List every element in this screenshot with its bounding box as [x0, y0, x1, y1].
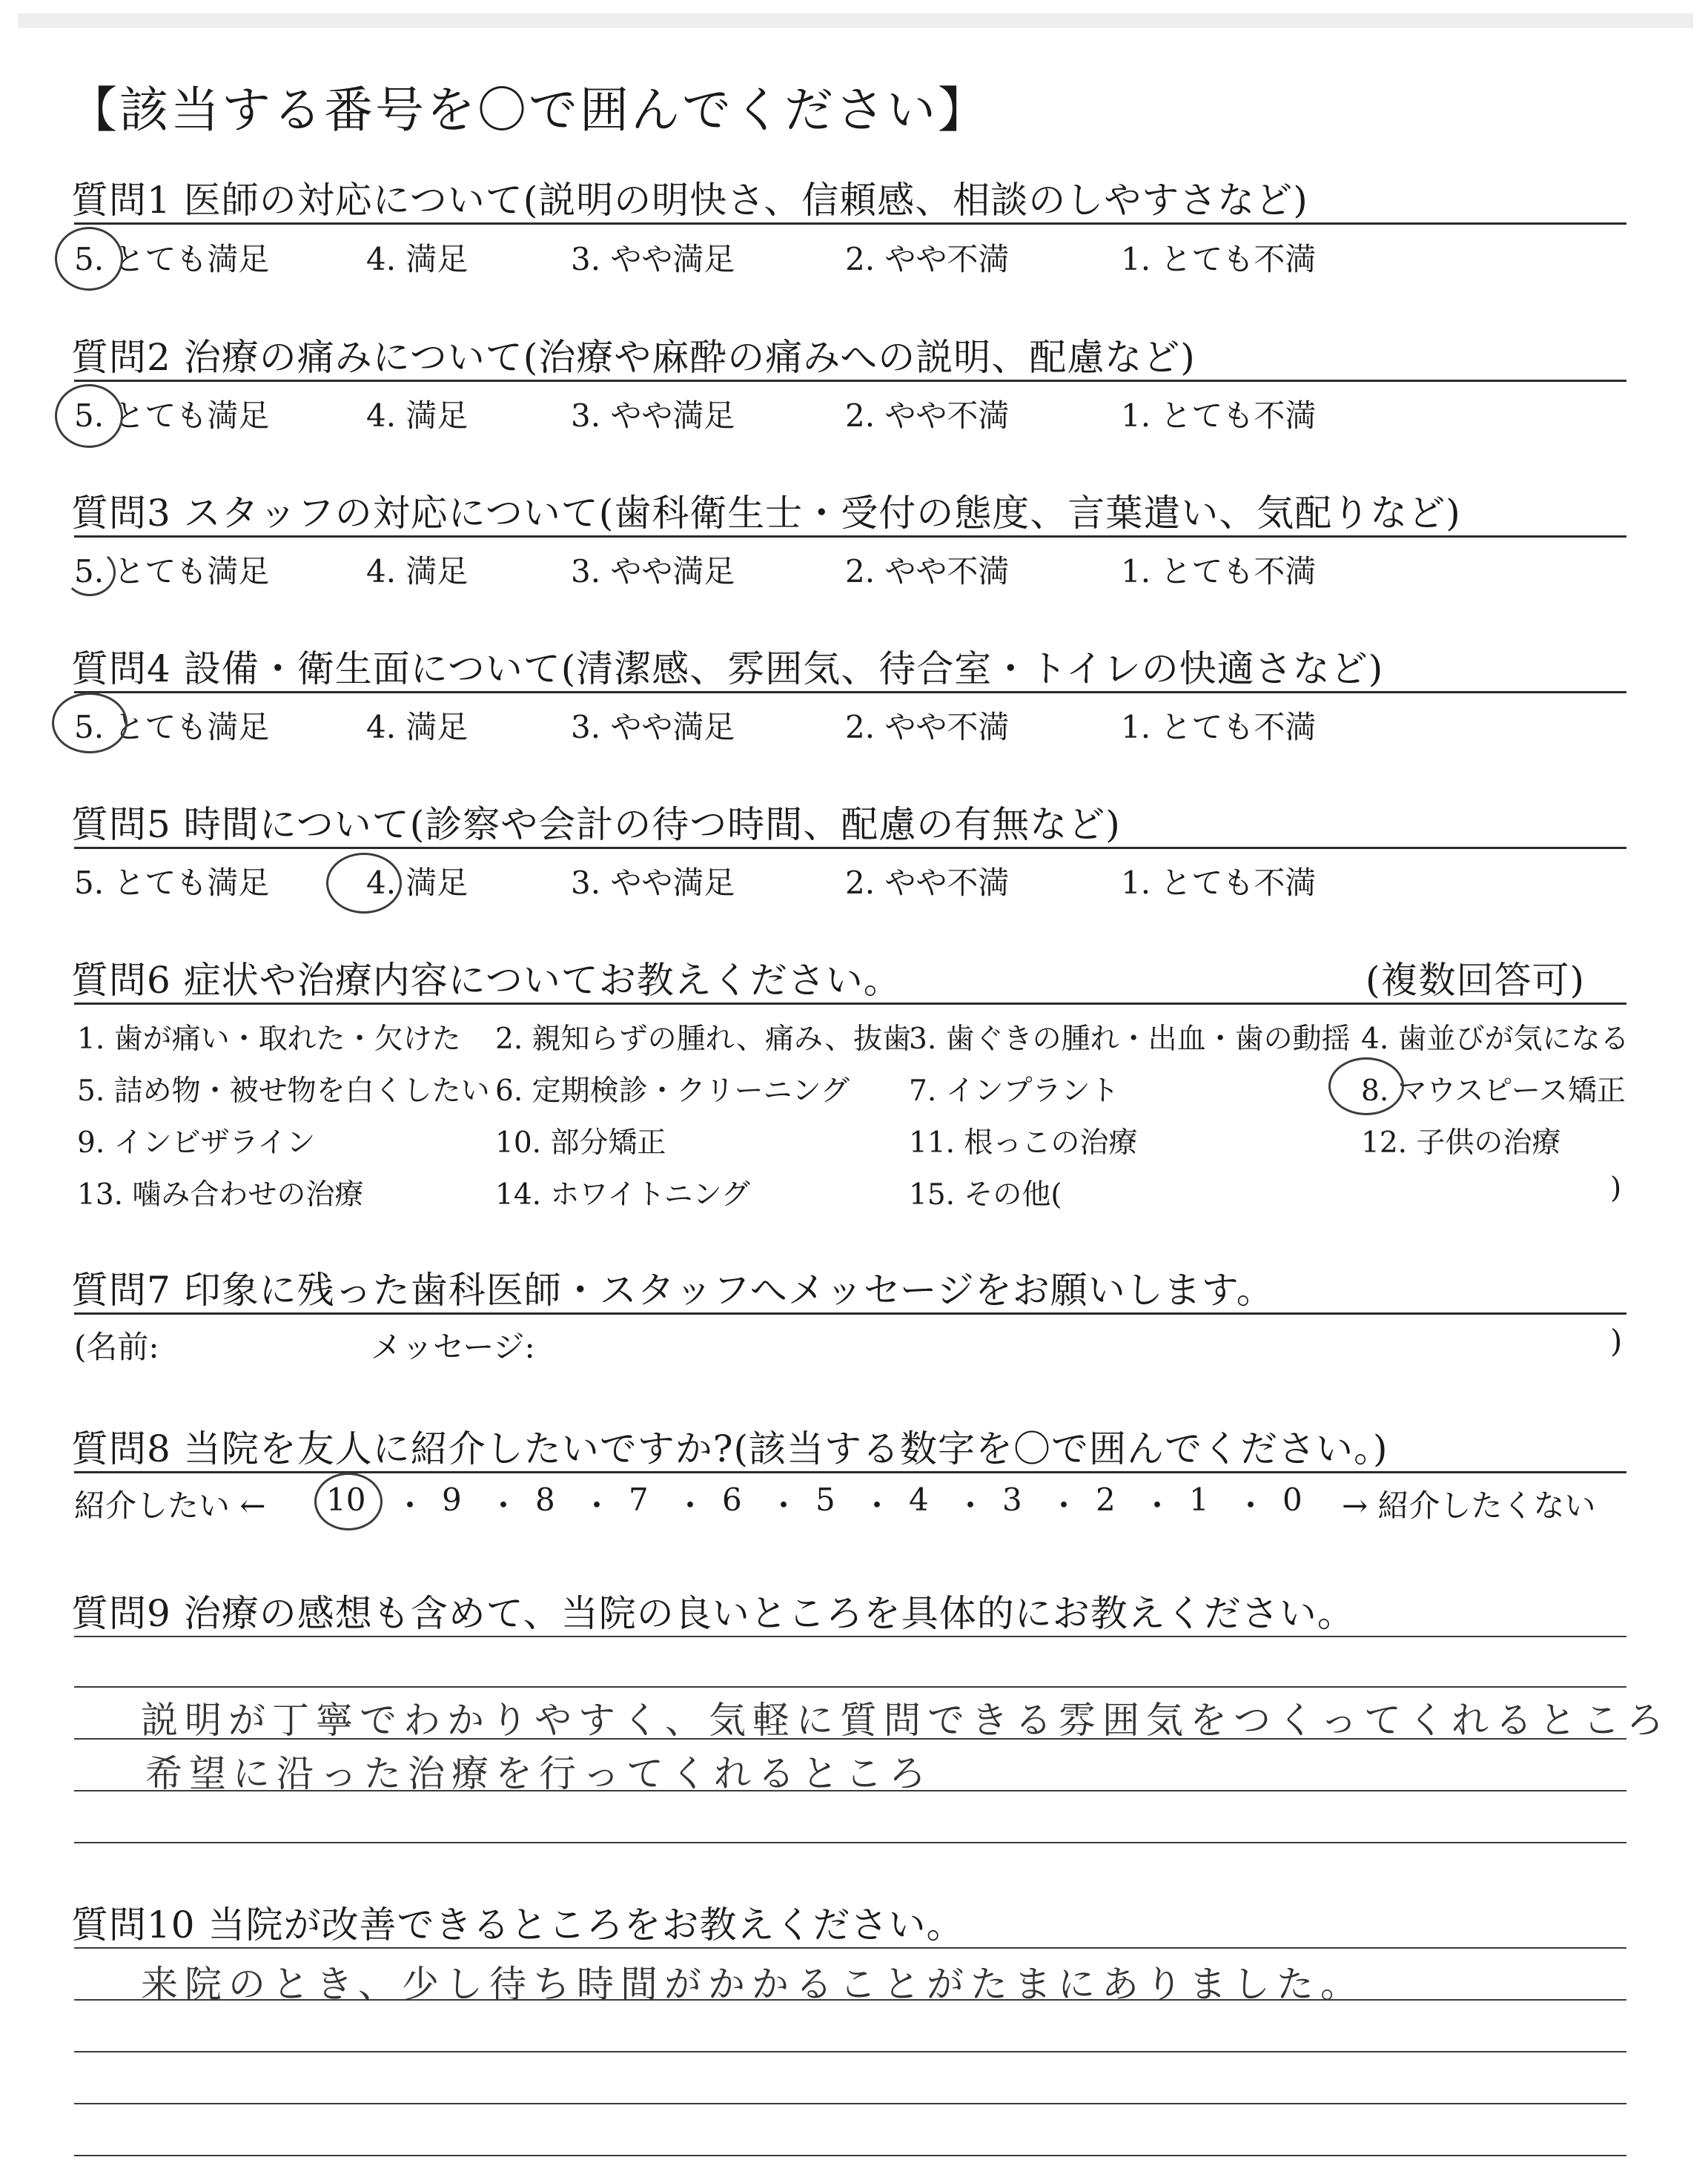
question-title: 質問1 医師の対応について(説明の明快さ、信頼感、相談のしやすさなど) [71, 179, 1308, 222]
scale-value[interactable]: 4 [909, 1482, 929, 1518]
symptom-option[interactable]: 3. 歯ぐきの腫れ・出血・歯の動揺 [909, 1023, 1351, 1056]
scale-value[interactable]: 0 [1282, 1482, 1302, 1518]
scale-dot: ・ [1048, 1487, 1080, 1524]
question-title: 質問8 当院を友人に紹介したいですか?(該当する数字を〇で囲んでください。) [71, 1427, 1388, 1470]
scale-dot: ・ [488, 1487, 520, 1524]
symptom-option[interactable]: 6. 定期検診・クリーニング [495, 1074, 850, 1108]
option-3[interactable]: 3. やや満足 [571, 397, 735, 434]
option-2[interactable]: 2. やや不満 [845, 865, 1010, 901]
hand-drawn-circle [1328, 1057, 1404, 1115]
option-4[interactable]: 4. 満足 [366, 241, 469, 277]
other-close-paren: ) [1610, 1172, 1622, 1205]
symptom-option[interactable]: 12. 子供の治療 [1361, 1126, 1561, 1160]
option-2[interactable]: 2. やや不満 [845, 709, 1010, 745]
question-title: 質問9 治療の感想も含めて、当院の良いところを具体的にお教えください。 [71, 1592, 1355, 1635]
scale-dot: ・ [581, 1487, 613, 1524]
message-label: メッセージ: [371, 1329, 535, 1365]
scale-dot: ・ [1235, 1487, 1267, 1524]
scale-dot: ・ [675, 1487, 706, 1524]
question-rule [74, 222, 1626, 225]
question-rule [74, 847, 1626, 849]
question-rule [74, 535, 1626, 538]
question-rule [74, 1471, 1626, 1473]
handwritten-answer: 説明が丁寧でわかりやすく、気軽に質問できる雰囲気をつくってくれるところ [141, 1699, 1670, 1742]
message-close-paren: ) [1610, 1323, 1623, 1359]
symptom-option[interactable]: 5. 詰め物・被せ物を白くしたい [77, 1074, 490, 1108]
option-5[interactable]: 5. とても満足 [74, 241, 270, 277]
option-3[interactable]: 3. やや満足 [571, 865, 735, 901]
option-3[interactable]: 3. やや満足 [571, 709, 735, 745]
writing-line [74, 2155, 1626, 2156]
writing-line [74, 1842, 1626, 1843]
option-4[interactable]: 4. 満足 [366, 709, 469, 745]
question-rule [74, 1003, 1626, 1005]
question-rule [74, 691, 1626, 693]
option-5[interactable]: 5. とても満足 [74, 397, 270, 434]
question-title: 質問10 当院が改善できるところをお教えください。 [71, 1903, 964, 1946]
question-title: 質問6 症状や治療内容についてお教えください。 [71, 959, 901, 1002]
hand-drawn-circle [326, 853, 402, 914]
writing-line [74, 2051, 1626, 2052]
question-rule [74, 380, 1626, 382]
handwritten-answer: 希望に沿った治療を行ってくれるところ [145, 1752, 933, 1795]
symptom-option[interactable]: 14. ホワイトニング [495, 1178, 750, 1212]
option-1[interactable]: 1. とても不満 [1121, 397, 1317, 434]
recommend-left-label: 紹介したい ← [74, 1487, 266, 1524]
hand-drawn-circle [52, 693, 128, 753]
scale-value[interactable]: 3 [1002, 1482, 1022, 1518]
symptom-option[interactable]: 10. 部分矯正 [495, 1126, 666, 1160]
writing-line [74, 1947, 1626, 1949]
symptom-option[interactable]: 7. インプラント [909, 1074, 1119, 1108]
option-1[interactable]: 1. とても不満 [1121, 241, 1317, 277]
handwritten-answer: 来院のとき、少し待ち時間がかかることがたまにありました。 [141, 1963, 1364, 2006]
question-title: 質問7 印象に残った歯科医師・スタッフへメッセージをお願いします。 [71, 1269, 1274, 1312]
scale-dot: ・ [861, 1487, 893, 1524]
recommend-right-label: → 紹介したくない [1342, 1487, 1596, 1524]
scale-dot: ・ [955, 1487, 987, 1524]
multiple-answer-note: (複数回答可) [1366, 959, 1586, 1002]
scale-dot: ・ [1142, 1487, 1174, 1524]
symptom-option[interactable]: 9. インビザライン [77, 1126, 316, 1160]
option-4[interactable]: 4. 満足 [366, 397, 469, 434]
question-title: 質問3 スタッフの対応について(歯科衛生士・受付の態度、言葉遣い、気配りなど) [71, 492, 1461, 535]
option-2[interactable]: 2. やや不満 [845, 241, 1010, 277]
scan-top-edge [18, 13, 1693, 28]
hand-drawn-circle [314, 1473, 383, 1530]
option-1[interactable]: 1. とても不満 [1121, 865, 1317, 901]
page-heading: 【該当する番号を〇で囲んでください】 [68, 82, 989, 139]
option-2[interactable]: 2. やや不満 [845, 553, 1010, 589]
symptom-option[interactable]: 1. 歯が痛い・取れた・欠けた [77, 1023, 461, 1056]
writing-line [74, 1686, 1626, 1688]
question-title: 質問5 時間について(診察や会計の待つ時間、配慮の有無など) [71, 803, 1121, 846]
hand-drawn-circle [55, 384, 123, 448]
scale-value[interactable]: 2 [1096, 1482, 1116, 1518]
writing-line [74, 1636, 1626, 1637]
symptom-option[interactable]: 15. その他( [909, 1178, 1062, 1212]
scale-value[interactable]: 10 [326, 1482, 366, 1518]
option-3[interactable]: 3. やや満足 [571, 241, 735, 277]
writing-line [74, 2103, 1626, 2104]
scale-value[interactable]: 5 [815, 1482, 835, 1518]
scale-dot: ・ [768, 1487, 800, 1524]
hand-drawn-circle [64, 549, 116, 596]
symptom-option[interactable]: 4. 歯並びが気になる [1361, 1023, 1629, 1056]
symptom-option[interactable]: 8. マウスピース矯正 [1361, 1074, 1626, 1108]
option-3[interactable]: 3. やや満足 [571, 553, 735, 589]
scale-dot: ・ [394, 1487, 426, 1524]
option-5[interactable]: 5. とても満足 [74, 865, 270, 901]
question-title: 質問2 治療の痛みについて(治療や麻酔の痛みへの説明、配慮など) [71, 336, 1196, 379]
question-rule [74, 1312, 1626, 1315]
hand-drawn-circle [55, 227, 123, 291]
option-1[interactable]: 1. とても不満 [1121, 553, 1317, 589]
option-5[interactable]: 5. とても満足 [74, 709, 270, 745]
scale-value[interactable]: 6 [722, 1482, 742, 1518]
scale-value[interactable]: 1 [1189, 1482, 1209, 1518]
symptom-option[interactable]: 2. 親知らずの腫れ、痛み、抜歯 [495, 1023, 912, 1056]
option-2[interactable]: 2. やや不満 [845, 397, 1010, 434]
scale-value[interactable]: 7 [629, 1482, 649, 1518]
option-5[interactable]: 5. とても満足 [74, 553, 270, 589]
option-1[interactable]: 1. とても不満 [1121, 709, 1317, 745]
scale-value[interactable]: 9 [442, 1482, 462, 1518]
symptom-option[interactable]: 11. 根っこの治療 [909, 1126, 1138, 1160]
symptom-option[interactable]: 13. 噛み合わせの治療 [77, 1178, 364, 1212]
scale-value[interactable]: 8 [535, 1482, 555, 1518]
option-4[interactable]: 4. 満足 [366, 553, 469, 589]
option-4[interactable]: 4. 満足 [366, 865, 469, 901]
name-label: (名前: [74, 1329, 159, 1365]
question-title: 質問4 設備・衛生面について(清潔感、雰囲気、待合室・トイレの快適さなど) [71, 647, 1384, 690]
